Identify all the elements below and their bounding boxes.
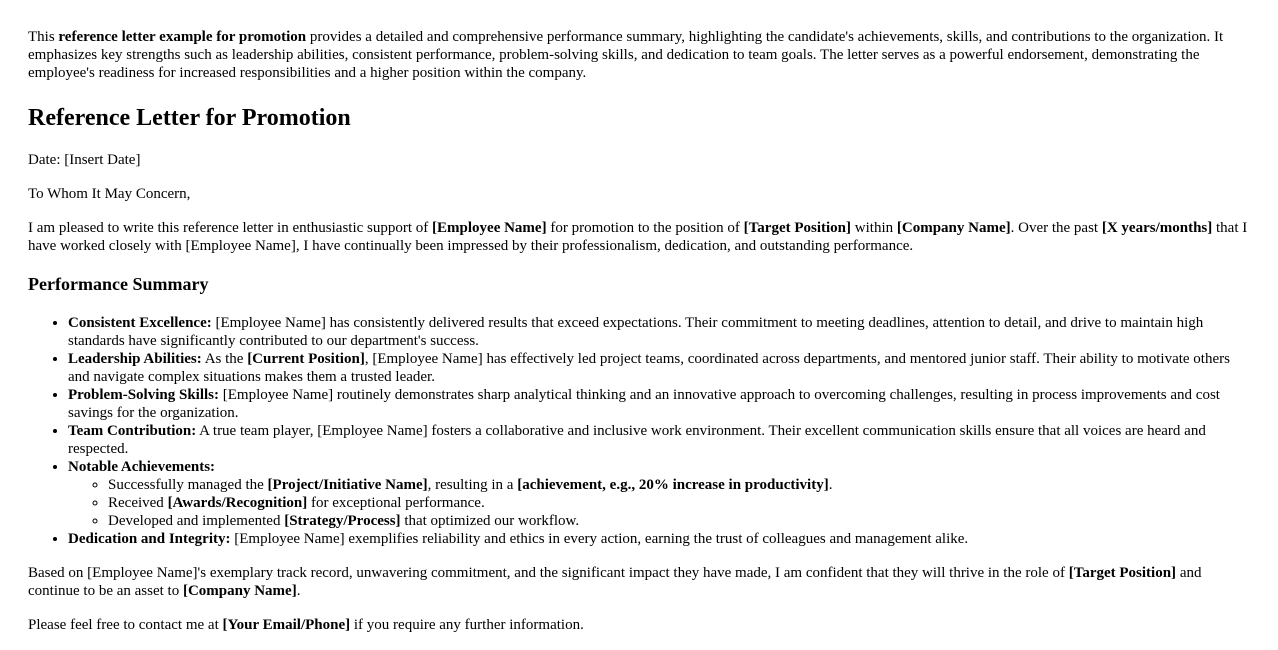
achievement-2-text-1: Received <box>108 495 168 511</box>
dedication-label: Dedication and Integrity: <box>68 531 231 547</box>
closing-text-1: Based on [Employee Name]'s exemplary track record, unwavering commitment, and the significant impact they have made, I am confident that they will thrive in the role of <box>28 565 1069 581</box>
list-item-team-contribution <box>68 422 1250 458</box>
list-item-dedication <box>68 530 1250 548</box>
list-item-consistent-excellence <box>68 314 1250 350</box>
intro-rest: provides a detailed and comprehensive performance summary, highlighting the candidate's achievements, skills, and contributions to the organization. It emphasizes key strengths such as leadership abilities, consistent performance, problem-solving skills, and dedication to team goals. The letter serves as a powerful endorsement, demonstrating the employee's readiness for increased responsibilities and a higher position within the company. <box>28 29 1224 81</box>
leadership-current-position: [Current Position] <box>247 351 365 367</box>
list-item-leadership <box>68 350 1250 386</box>
opening-text-1: I am pleased to write this reference letter in enthusiastic support of <box>28 220 433 236</box>
closing-company-name: [Company Name] <box>182 583 297 599</box>
performance-list <box>28 314 1250 548</box>
achievement-1-text-2: , resulting in a <box>427 477 518 493</box>
leadership-label: Leadership Abilities: <box>68 351 202 367</box>
opening-duration: [X years/months] <box>1101 220 1213 236</box>
list-item-problem-solving <box>68 386 1250 422</box>
closing-target-position: [Target Position] <box>1068 565 1177 581</box>
achievement-3-text-1: Developed and implemented <box>108 513 285 529</box>
opening-text-4: . Over the past <box>1010 220 1102 236</box>
page-title: Reference Letter for Promotion <box>28 105 351 131</box>
intro-paragraph <box>28 28 1250 82</box>
date-line: Date: [Insert Date] <box>28 152 141 168</box>
closing-text-3: . <box>296 583 301 599</box>
contact-paragraph <box>28 616 1250 634</box>
closing-text-2: and continue to be an asset to <box>28 565 1202 599</box>
achievement-1-text-1: Successfully managed the <box>108 477 268 493</box>
leadership-text-2: , [Employee Name] has effectively led project teams, coordinated across departments, and mentored junior staff. Their ability to motivate others and navigate complex situations makes them a trusted leader. <box>68 351 1230 385</box>
opening-paragraph <box>28 219 1250 255</box>
performance-heading: Performance Summary <box>28 274 209 294</box>
achievement-1-text-3: . <box>828 477 833 493</box>
opening-target-position: [Target Position] <box>743 220 852 236</box>
contact-text-1: Please feel free to contact me at <box>28 617 223 633</box>
achievement-item-project <box>108 476 1250 494</box>
problem-label: Problem-Solving Skills: <box>68 387 219 403</box>
list-item-notable-achievements <box>68 458 1250 530</box>
opening-text-5: that I have worked closely with [Employee Name], I have continually been impressed by their professionalism, dedication, and outstanding performance. <box>28 220 1248 254</box>
problem-text: [Employee Name] routinely demonstrates sharp analytical thinking and an innovative approach to overcoming challenges, resulting in process improvements and cost savings for the organization. <box>68 387 1220 421</box>
achievement-item-awards <box>108 494 1250 512</box>
team-label: Team Contribution: <box>68 423 197 439</box>
achievement-1-result: [achievement, e.g., 20% increase in productivity] <box>517 477 829 493</box>
closing-paragraph <box>28 564 1250 600</box>
opening-company-name: [Company Name] <box>896 220 1011 236</box>
opening-text-2: for promotion to the position of <box>546 220 744 236</box>
salutation: To Whom It May Concern, <box>28 186 191 202</box>
dedication-text: [Employee Name] exemplifies reliability and ethics in every action, earning the trust of colleagues and management alike. <box>230 531 969 547</box>
contact-text-2: if you require any further information. <box>350 617 584 633</box>
achievements-sublist <box>68 476 1250 530</box>
achievement-2-awards: [Awards/Recognition] <box>167 495 308 511</box>
consistent-text: [Employee Name] has consistently delivered results that exceed expectations. Their commitment to meeting deadlines, attention to detail, and drive to maintain high standards have significantly contributed to our department's success. <box>68 315 1204 349</box>
consistent-label: Consistent Excellence: <box>68 315 212 331</box>
achievement-item-strategy <box>108 512 1250 530</box>
intro-lead: This <box>28 29 59 45</box>
achievements-label: Notable Achievements: <box>68 459 216 475</box>
intro-bold: reference letter example for promotion <box>58 29 307 45</box>
leadership-text-1: As the <box>201 351 248 367</box>
opening-employee-name: [Employee Name] <box>432 220 547 236</box>
achievement-2-text-2: for exceptional performance. <box>307 495 485 511</box>
achievement-3-text-2: that optimized our workflow. <box>400 513 580 529</box>
team-text: A true team player, [Employee Name] fosters a collaborative and inclusive work environment. Their excellent communication skills ensure that all voices are heard and respected. <box>68 423 1206 457</box>
achievement-3-strategy: [Strategy/Process] <box>284 513 401 529</box>
achievement-1-project-name: [Project/Initiative Name] <box>267 477 428 493</box>
contact-info: [Your Email/Phone] <box>222 617 351 633</box>
opening-text-3: within <box>851 220 897 236</box>
